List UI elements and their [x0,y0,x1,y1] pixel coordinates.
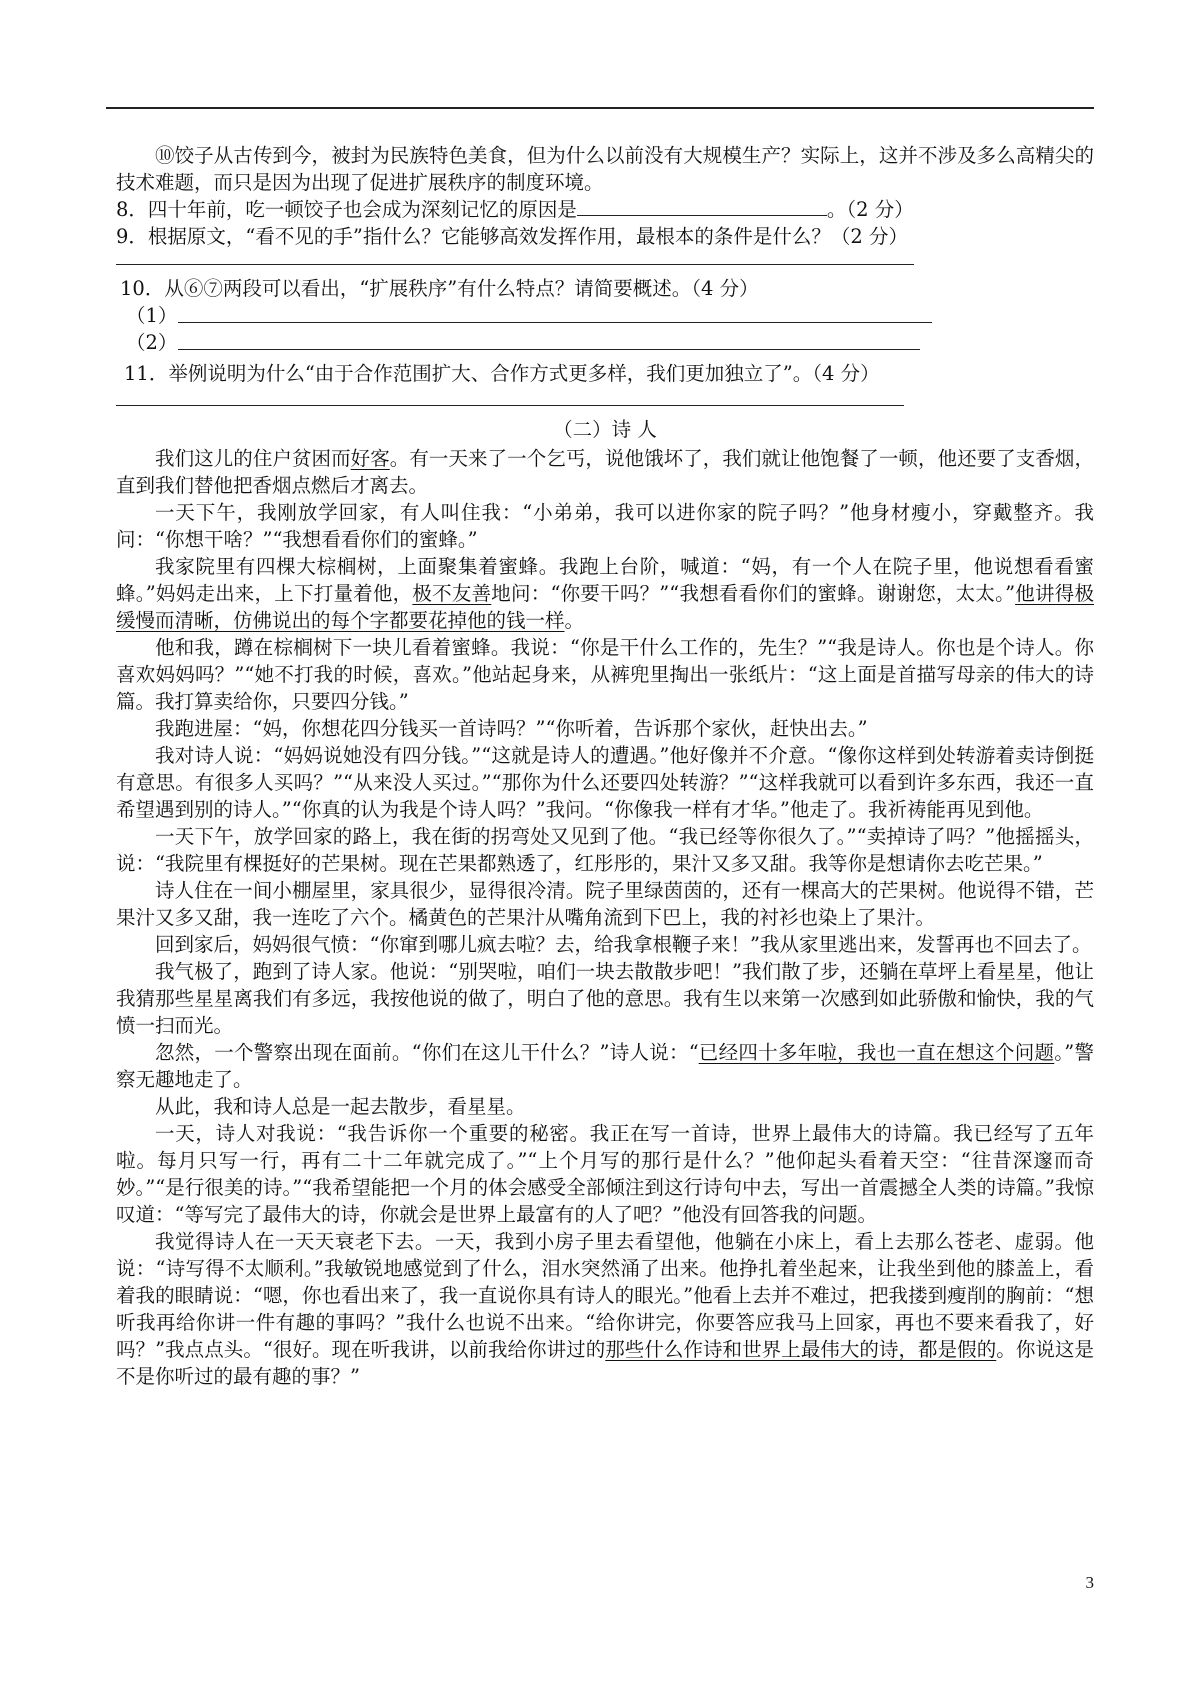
document-body [116,142,1094,1390]
header-rule [106,107,1094,109]
page-number: 3 [1085,1573,1094,1592]
question-8-text: 8．四十年前，吃一顿饺子也会成为深刻记忆的原因是 [116,198,577,221]
underlined-sentence: 那些什么作诗和世界上最伟大的诗，都是假的 [605,1338,997,1361]
section-title: （二）诗 人 [553,418,657,441]
answer-2-label: （2） [126,331,178,354]
question-11: 11．举例说明为什么“由于合作范围扩大、合作方式更多样，我们更加独立了”。（4 分） [124,362,880,385]
question-10-answer-2 [116,329,1094,356]
question-9: 9．根据原文，“看不见的手”指什么？它能够高效发挥作用，最根本的条件是什么？（2 分） [116,225,908,248]
answer-1-line[interactable] [178,304,932,323]
underlined-phrase: 极不友善 [412,582,492,605]
text-span: 我家院里有四棵大棕榈树，上面聚集着蜜蜂。我跑上台阶，喊道：“妈，有一个人在院子里，他说想看看蜜蜂。”妈妈走出来，上下打量着他， [116,555,1094,605]
text-span: 地问：“你要干吗？”“我想看看你们的蜜蜂。谢谢您，太太。” [491,582,1016,605]
text-span: 忽然，一个警察出现在面前。“你们在这儿干什么？”诗人说：“ [155,1041,699,1064]
story-paragraph-13: 一天，诗人对我说：“我告诉你一个重要的秘密。我正在写一首诗，世界上最伟大的诗篇。我已经写了五年啦。每月只写一行，再有二十二年就完成了。”“上个月写的那行是什么？”他仰起头看着天空：“往昔深邃而奇妙。”“是行很美的诗。”“我希望能把一个月的体会感受全部倾注到这行诗句中去，写出一首震撼全人类的诗篇。”我惊叹道：“等写完了最伟大的诗，你就会是世界上最富有的人了吧？”他没有回答我的问题。 [116,1122,1094,1226]
question-8-score: 。（2 分） [826,198,914,221]
text-span: 。”警察无趣地走了。 [116,1041,1094,1091]
story-paragraph-11 [116,1039,1094,1093]
text-span: 我觉得诗人在一天天衰老下去。一天，我到小房子里去看望他，他躺在小床上，看上去那么苍老、虚弱。他说：“诗写得不太顺利。”我敏锐地感觉到了什么，泪水突然涌了出来。他挣扎着坐起来，让我坐到他的膝盖上，看着我的眼睛说：“嗯，你也看出来了，我一直说你具有诗人的眼光。”他看上去并不难过，把我搂到瘦削的胸前：“想听我再给你讲一件有趣的事吗？”我什么也说不出来。“给你讲完，你要答应我马上回家，再也不要来看我了，好吗？”我点点头。“很好。现在听我讲，以前我给你讲过的 [116,1230,1094,1361]
story-paragraph-9: 回到家后，妈妈很气愤：“你窜到哪儿疯去啦？去，给我拿根鞭子来！”我从家里逃出来，发誓再也不回去了。 [155,933,1092,956]
question-9-answer-line[interactable] [116,264,914,265]
answer-2-line[interactable] [178,331,920,350]
text-span: 。你说这是不是你听过的最有趣的事？” [116,1338,1094,1388]
story-paragraph-6: 我对诗人说：“妈妈说她没有四分钱。”“这就是诗人的遭遇。”他好像并不介意。“像你这样到处转游着卖诗倒挺有意思。有很多人买吗？”“从来没人买过。”“那你为什么还要四处转游？”“这样我就可以看到许多东西，我还一直希望遇到别的诗人。”“你真的认为我是个诗人吗？”我问。“你像我一样有才华。”他走了。我祈祷能再见到他。 [116,744,1094,821]
question-8 [116,196,1094,223]
underlined-sentence: 他讲得极缓慢而清晰，仿佛说出的每个字都要花掉他的钱一样 [116,582,1094,632]
story-paragraph-8: 诗人住在一间小棚屋里，家具很少，显得很冷清。院子里绿茵茵的，还有一棵高大的芒果树。他说得不错，芒果汁又多又甜，我一连吃了六个。橘黄色的芒果汁从嘴角流到下巴上，我的衬衫也染上了果汁。 [116,879,1094,929]
story-paragraph-12: 从此，我和诗人总是一起去散步，看星星。 [155,1095,526,1118]
answer-1-label: （1） [126,304,178,327]
underlined-phrase: 好客 [350,447,390,470]
text-span: 。 [564,609,585,632]
story-paragraph-10: 我气极了，跑到了诗人家。他说：“别哭啦，咱们一块去散散步吧！”我们散了步，还躺在草坪上看星星，他让我猜那些星星离我们有多远，我按他说的做了，明白了他的意思。我有生以来第一次感到如此骄傲和愉快，我的气愤一扫而光。 [116,960,1094,1037]
question-11-answer-line[interactable] [116,405,904,406]
story-paragraph-2: 一天下午，我刚放学回家，有人叫住我：“小弟弟，我可以进你家的院子吗？”他身材瘦小，穿戴整齐。我问：“你想干啥？”“我想看看你们的蜜蜂。” [116,501,1094,551]
story-paragraph-5: 我跑进屋：“妈，你想花四分钱买一首诗吗？”“你听着，告诉那个家伙，赶快出去。” [155,717,868,740]
story-paragraph-1 [116,445,1094,499]
paragraph-10: ⑩饺子从古传到今，被封为民族特色美食，但为什么以前没有大规模生产？实际上，这并不涉及多么高精尖的技术难题，而只是因为出现了促进扩展秩序的制度环境。 [116,144,1094,194]
text-span: 。有一天来了一个乞丐，说他饿坏了，我们就让他饱餐了一顿，他还要了支香烟，直到我们替他把香烟点燃后才离去。 [116,447,1094,497]
question-10-answer-1 [116,302,1094,329]
text-span: 我们这儿的住户贫困而 [155,447,351,470]
question-10: 10．从⑥⑦两段可以看出，“扩展秩序”有什么特点？请简要概述。（4 分） [120,277,759,300]
story-paragraph-3 [116,553,1094,634]
story-paragraph-4: 他和我，蹲在棕榈树下一块儿看着蜜蜂。我说：“你是干什么工作的，先生？”“我是诗人。你也是个诗人。你喜欢妈妈吗？”“她不打我的时候，喜欢。”他站起身来，从裤兜里掏出一张纸片：“这上面是首描写母亲的伟大的诗篇。我打算卖给你，只要四分钱。” [116,636,1094,713]
story-paragraph-7: 一天下午，放学回家的路上，我在街的拐弯处又见到了他。“我已经等你很久了。”“卖掉诗了吗？”他摇摇头，说：“我院里有棵挺好的芒果树。现在芒果都熟透了，红彤彤的，果汁又多又甜。我等你是想请你去吃芒果。” [116,825,1094,875]
question-8-blank[interactable] [577,197,827,216]
story-paragraph-14 [116,1228,1094,1390]
underlined-sentence: 已经四十多年啦，我也一直在想这个问题 [698,1041,1055,1064]
